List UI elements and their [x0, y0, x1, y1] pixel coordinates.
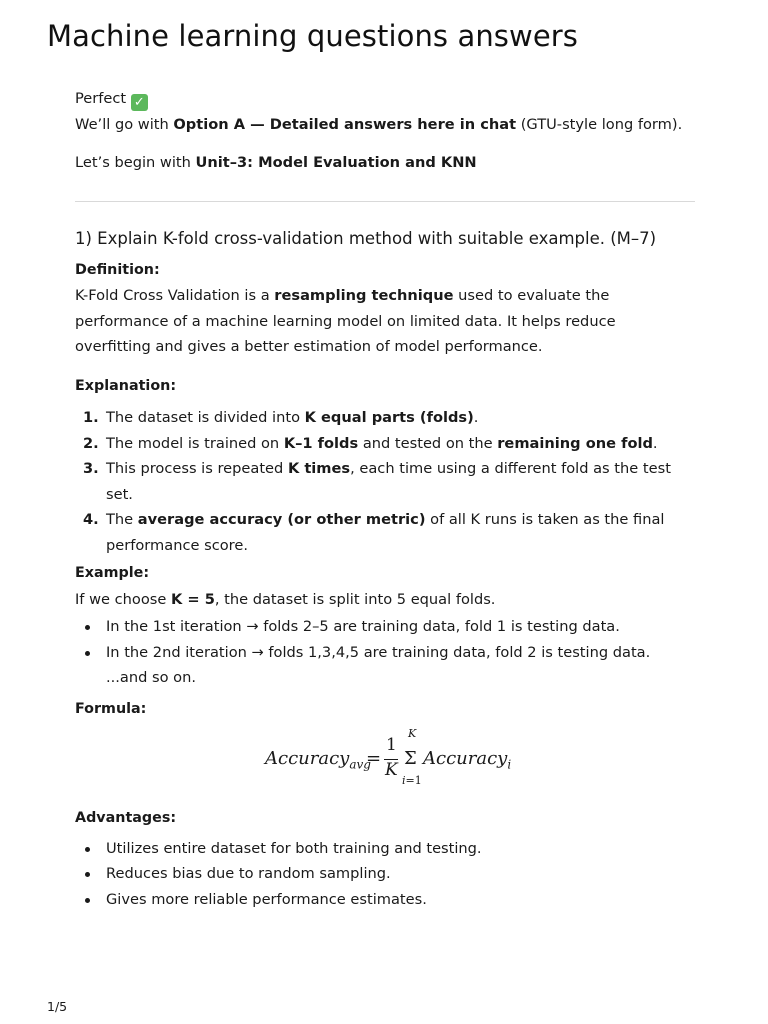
formula: [75, 728, 695, 798]
explanation-label: Explanation:: [75, 377, 177, 394]
list-item: 4. The average accuracy (or other metric) of all K runs is taken as the final performance score.: [83, 511, 665, 554]
document-body: [75, 86, 695, 912]
sigma-symbol: Σ: [404, 748, 417, 769]
sum-lower-limit: i=1: [402, 774, 422, 787]
intro-option-line: We’ll go with Option A — Detailed answers here in chat (GTU-style long form).: [75, 115, 683, 133]
list-item: Reduces bias due to random sampling.: [75, 861, 695, 887]
definition-label: Definition:: [75, 261, 160, 278]
intro-greeting: Perfect ✓: [75, 86, 695, 112]
page-number: 1/5: [47, 999, 68, 1014]
formula-rhs: Accuracy$_i$: [423, 748, 512, 772]
page-title: Machine learning questions answers: [47, 19, 579, 53]
section-divider: [75, 201, 695, 202]
list-item: In the 1st iteration → folds 2–5 are training data, fold 1 is testing data.: [75, 614, 695, 640]
formula-denominator: K: [385, 760, 398, 780]
formula-lhs: Accuracy$_{avg}$: [265, 748, 371, 772]
list-item: 3. This process is repeated K times, each time using a different fold as the test set.: [83, 460, 671, 503]
check-mark-icon: ✓: [131, 94, 148, 111]
list-item: In the 2nd iteration → folds 1,3,4,5 are training data, fold 2 is testing data.: [75, 640, 695, 666]
list-item: 1. The dataset is divided into K equal parts (folds).: [83, 409, 479, 426]
formula-equals: =: [366, 748, 382, 769]
example-continuation: ...and so on.: [106, 669, 196, 686]
advantages-label: Advantages:: [75, 810, 177, 826]
formula-numerator: 1: [386, 735, 397, 755]
intro-unit-line: Let’s begin with Unit–3: Model Evaluation and KNN: [75, 154, 477, 171]
example-label: Example:: [75, 565, 150, 581]
definition-text: K-Fold Cross Validation is a resampling technique used to evaluate the performance of a machine learning model on limited data. It helps reduce overfitting and gives a better estimation of model performance.: [75, 287, 616, 355]
example-bullets: [75, 614, 695, 665]
question-heading: 1) Explain K-fold cross-validation method with suitable example. (M–7): [75, 228, 657, 248]
list-item: Gives more reliable performance estimates.: [75, 887, 695, 913]
list-item: 2. The model is trained on K–1 folds and tested on the remaining one fold.: [83, 434, 658, 452]
explanation-steps: [75, 405, 695, 558]
formula-label: Formula:: [75, 700, 147, 717]
example-intro: If we choose K = 5, the dataset is split into 5 equal folds.: [75, 590, 496, 608]
list-item: Utilizes entire dataset for both training and testing.: [75, 836, 695, 862]
advantages-list: [75, 836, 695, 913]
sum-upper-limit: K: [408, 727, 417, 740]
